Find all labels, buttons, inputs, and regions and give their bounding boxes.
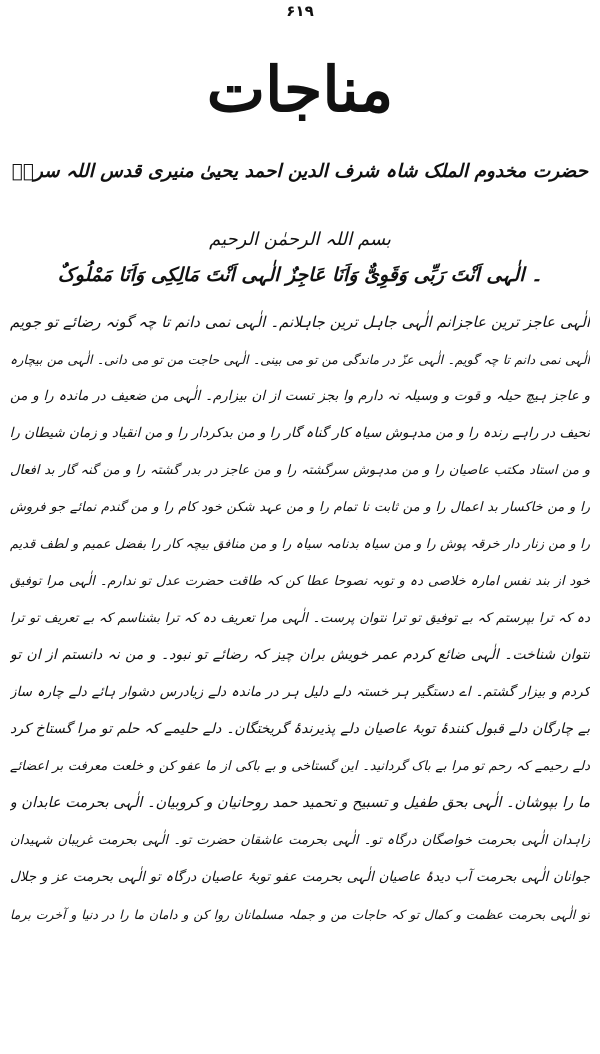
body-line: بے چارگان دلے قبول کنندۂ توبۂ عاصیان دلے پذیرندۂ گریختگان۔ دلے حلیمے کہ حلم تو مرا گستاخ کرد	[10, 721, 590, 737]
arabic-verse: ۔ الٰہی اَنْتَ رَبِّی وَقَوِیٌّ وَاَنَا عَاجِزٌ الٰہی اَنْتَ مَالِکِی وَاَنَا مَمْلُوکٌ	[57, 264, 543, 286]
body-line: دلے رحیمے کہ رحم تو مرا بے باک گردانید۔ این گستاخی و بے باکی از ما عفو کن و خلعت معرفت بر اعضائے	[10, 759, 590, 774]
body-line: الٰہی عاجز ترین عاجزانم الٰہی جاہل ترین جاہلانم۔ الٰہی نمی دانم تا چہ گونہ رضائے تو جویم	[10, 313, 590, 331]
body-line: نتوان شناخت۔ الٰہی ضائع کردم عمر خویش بران چیز کہ رضائے تو نبود۔ و من نہ دانستم از ان تو	[10, 647, 590, 663]
body-line: الٰہی نمی دانم تا چہ گویم۔ الٰہی عزّ در ماندگی من تو می بینی۔ الٰہی حاجت من تو می دانی۔ الٰہی من بیچارہ	[10, 352, 590, 367]
page-subtitle: حضرت مخدوم الملک شاہ شرف الدین احمد یحییٰ منیری قدس اللہ سرہٗ	[11, 161, 588, 182]
prayer-body	[10, 304, 590, 933]
page-number: ۶۱۹	[286, 2, 314, 20]
body-line: ما را بپوشان۔ الٰہی بحق طفیل و تسبیح و تحمید حمد روحانیان و کروبیان۔ الٰہی بحرمت عابدان و	[10, 795, 590, 811]
body-line: و من استاد مکتب عاصیان را و من مدہوش سرگشتہ را و من عاجز در بدر گشتہ را و من گنہ گار بد افعال	[10, 463, 590, 478]
body-line: نحیف در راہے رندہ را و من مدہوش سیاہ کار گناہ گار را و من بدکردار را و من انقیاد و زمان شیطان را	[10, 425, 590, 441]
body-line: و عاجز ہیچ حیلہ و قوت و وسیلہ نہ دارم وا بجز تست از ان بیزارم۔ الٰہی من ضعیف در ماندہ را و من	[10, 388, 590, 404]
body-line: زاہدان الٰہی بحرمت خواصگان درگاہ تو۔ الٰہی بحرمت عاشقان حضرت تو۔ الٰہی بحرمت غریبان شہیدان	[10, 833, 590, 848]
body-line: جوانان الٰہی بحرمت آب دیدۂ عاصیان الٰہی بحرمت عفو توبۂ عاصیان درگاہ تو الٰہی بحرمت عز و جلال	[10, 869, 590, 885]
basmala: بسم اللہ الرحمٰن الرحیم	[209, 229, 391, 250]
body-line: را و من خاکسار بد اعمال را و من ثابت نا تمام را و من عہد شکن خود کام را و من گندم نمائے جو فروش	[10, 500, 590, 515]
page-title: مناجات	[206, 53, 394, 126]
body-line: تو الٰہی بحرمت عظمت و کمال تو کہ حاجات من و جملہ مسلمانان روا کن و دامان ما را در دنیا و آخرت برما	[10, 907, 590, 922]
body-line: را و من زنار دار خرقہ پوش را و من سیاہ بدنامہ سیاہ را و من منافق بیچہ کار را بفضل عمیم و لطف قدیم	[10, 537, 590, 552]
body-line: کردم و بیزار گشتم۔ اے دستگیر ہر خستہ دلے دلیل ہر در ماندہ دلے زیادرس دشوار ہائے دلے چارہ ساز	[10, 684, 590, 700]
body-line: دہ کہ ترا بپرستم کہ بے توفیق تو ترا نتوان پرست۔ الٰہی مرا تعریف دہ کہ ترا بشناسم کہ بے تعریف تو ترا	[10, 611, 590, 626]
body-line: خود از بند نفس امارہ خلاصی دہ و توبہ نصوحا عطا کن کہ طاقت حضرت عدل تو ندارم۔ الٰہی مرا توفیق	[10, 574, 590, 589]
